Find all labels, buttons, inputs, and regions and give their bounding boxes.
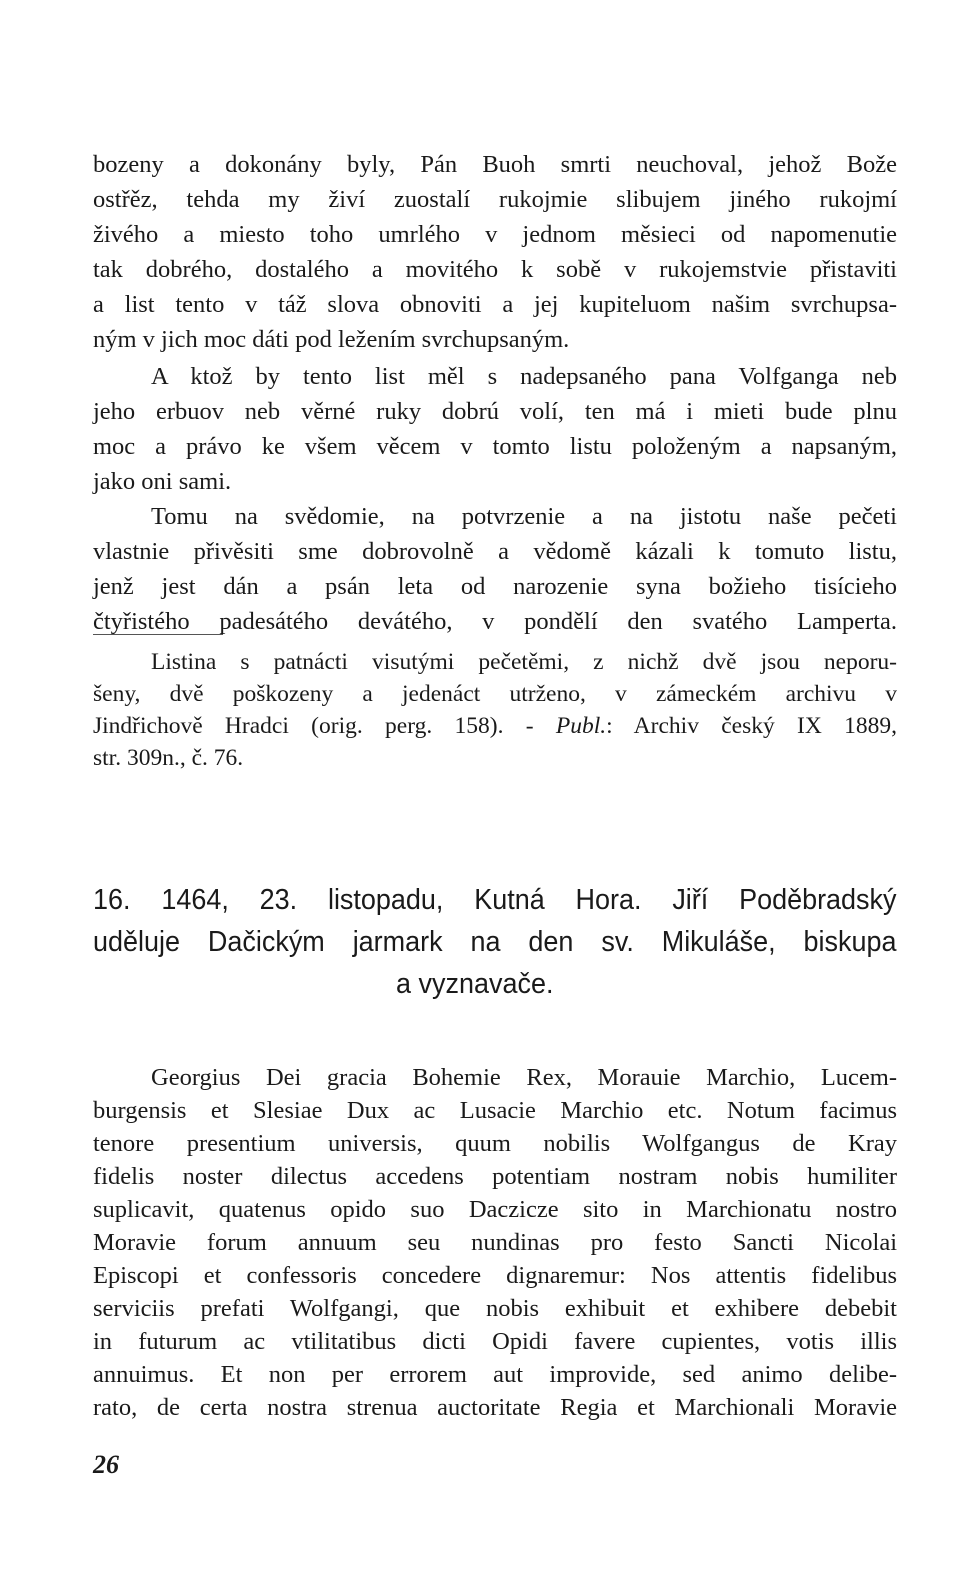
text-line: A ktož by tento list měl s nadepsaného pana Volfganga neb xyxy=(151,363,897,390)
text-line: bozeny a dokonány byly, Pán Buoh smrti neuchoval, jehož Bože xyxy=(93,151,897,178)
footnote-line: str. 309n., č. 76. xyxy=(93,745,244,771)
text-line: fidelis noster dilectus accedens potentiam nostram nobis humiliter xyxy=(93,1163,897,1190)
text-line: rato, de certa nostra strenua auctoritate Regia et Marchionali Moravie xyxy=(93,1394,897,1421)
publication-label: Publ. xyxy=(555,713,607,739)
text-line: a list tento v táž slova obnoviti a jej kupiteluom našim svrchupsa- xyxy=(93,291,897,318)
text-line: Georgius Dei gracia Bohemie Rex, Morauie Marchio, Lucem- xyxy=(151,1064,897,1091)
text-line: čtyřistého padesátého devátého, v pondělí den svatého Lamperta. xyxy=(93,608,897,635)
footnote-line: šeny, dvě poškozeny a jedenáct utrženo, v zámeckém archivu v xyxy=(93,681,897,707)
footnote-archive-text: Jindřichově Hradci (orig. perg. 158). - xyxy=(93,713,556,739)
footnote-rule xyxy=(93,634,223,635)
heading-line: 16. 1464, 23. listopadu, Kutná Hora. Jiří Poděbradský xyxy=(93,884,897,916)
text-line: živého a miesto toho umrlého v jednom měsieci od napomenutie xyxy=(93,221,897,248)
text-line: ostřěz, tehda my živí zuostalí rukojmie slibujem jiného rukojmí xyxy=(93,186,897,213)
text-line: jeho erbuov neb věrné ruky dobrú volí, ten má i mieti bude plnu xyxy=(93,398,897,425)
text-line: jako oni sami. xyxy=(93,468,232,495)
text-line: Episcopi et confessoris concedere dignaremur: Nos attentis fidelibus xyxy=(93,1262,897,1289)
footnote-line xyxy=(93,709,897,743)
page-number: 26 xyxy=(93,1450,119,1479)
text-line: tak dobrého, dostalého a movitého k sobě v rukojemstvie přistaviti xyxy=(93,256,897,283)
text-line: ným v jich moc dáti pod ležením svrchupsaným. xyxy=(93,326,570,353)
heading-line: uděluje Dačickým jarmark na den sv. Mikuláše, biskupa xyxy=(93,926,897,958)
text-line: suplicavit, quatenus opido suo Daczicze sito in Marchionatu nostro xyxy=(93,1196,897,1223)
text-line: jenž jest dán a psán leta od narozenie syna božieho tisícieho xyxy=(93,573,897,600)
document-page xyxy=(93,0,897,1574)
text-line: in futurum ac vtilitatibus dicti Opidi favere cupientes, votis illis xyxy=(93,1328,897,1355)
text-line: Moravie forum annuum seu nundinas pro festo Sancti Nicolai xyxy=(93,1229,897,1256)
heading-line: a vyznavače. xyxy=(396,968,554,1000)
text-line: vlastnie přivěsiti sme dobrovolně a vědomě kázali k tomuto listu, xyxy=(93,538,897,565)
footnote-line: Listina s patnácti visutými pečetěmi, z nichž dvě jsou neporu- xyxy=(151,649,897,675)
text-line: Tomu na svědomie, na potvrzenie a na jistotu naše pečeti xyxy=(151,503,897,530)
text-line: burgensis et Slesiae Dux ac Lusacie Marchio etc. Notum facimus xyxy=(93,1097,897,1124)
text-line: tenore presentium universis, quum nobilis Wolfgangus de Kray xyxy=(93,1130,897,1157)
text-line: serviciis prefati Wolfgangi, que nobis exhibuit et exhibere debebit xyxy=(93,1295,897,1322)
text-line: moc a právo ke všem věcem v tomto listu položeným a napsaným, xyxy=(93,433,897,460)
text-line: annuimus. Et non per errorem aut improvide, sed animo delibe- xyxy=(93,1361,897,1388)
publication-reference: : Archiv český IX 1889, xyxy=(606,713,897,739)
